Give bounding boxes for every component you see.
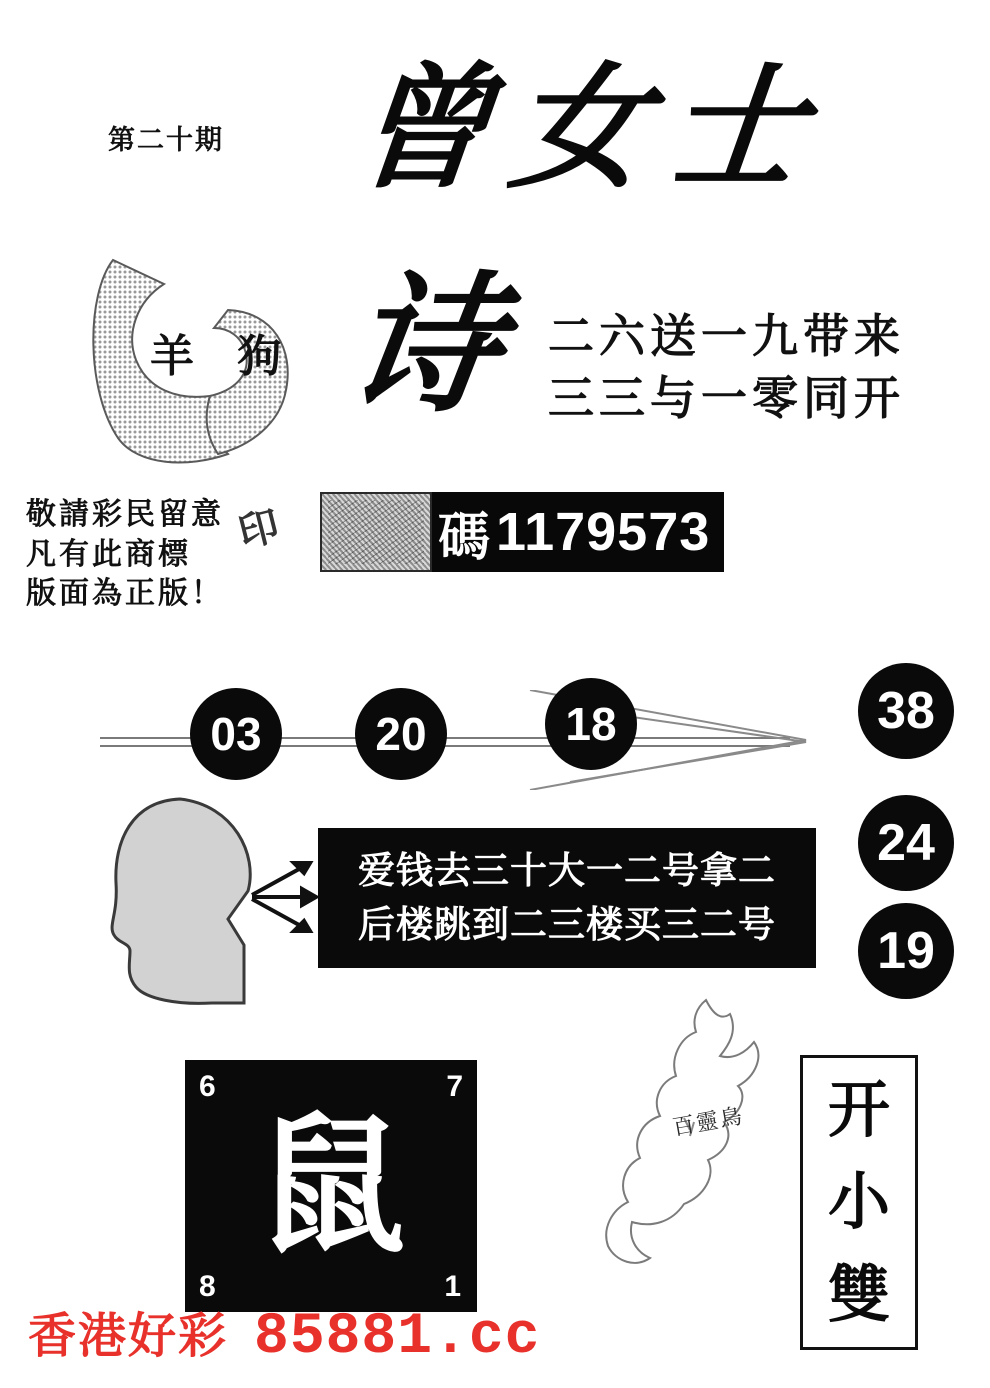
copyright-notice (26, 495, 224, 614)
zodiac-animal-box (185, 1060, 477, 1312)
notice-line-3: 版面為正版！ (26, 576, 224, 612)
footer-url[interactable]: 85881.cc (254, 1305, 541, 1370)
tip-line-2: 后楼跳到二三楼买三二号 (358, 902, 776, 946)
footer-site-name: 香港好彩 (28, 1308, 229, 1364)
hotline-banner (320, 492, 724, 572)
poem-lines (548, 305, 905, 429)
tip-line-1: 爱钱去三十大一二号拿二 (358, 848, 776, 893)
footer (28, 1297, 540, 1370)
number-ball: 03 (190, 688, 282, 780)
tip-box (318, 828, 816, 968)
number-ball: 24 (858, 795, 954, 891)
brand-title: 曾女士 (346, 48, 835, 207)
vertical-char-2: 小 (827, 1165, 890, 1239)
number-ball: 20 (355, 688, 447, 780)
corner-number-top-right: 7 (446, 1070, 463, 1103)
hotline-number: 1179573 (496, 502, 711, 562)
stamp-mark: 印 (233, 501, 284, 558)
vertical-char-3: 雙 (827, 1257, 890, 1331)
speech-arrows-graphic (248, 845, 328, 945)
number-ball: 19 (858, 903, 954, 999)
number-ball: 38 (858, 663, 954, 759)
head-silhouette-graphic (108, 795, 268, 1010)
corner-number-bottom-right: 1 (444, 1270, 461, 1303)
notice-line-1: 敬請彩民留意 (26, 497, 224, 532)
hotline-number-block (432, 492, 724, 572)
poem-line-2: 三三与一零同开 (548, 371, 905, 426)
vertical-phrase-box (800, 1055, 918, 1350)
map-label: 百靈鳥 (670, 1103, 746, 1142)
corner-number-top-left: 6 (199, 1070, 216, 1103)
vertical-char-1: 开 (827, 1073, 890, 1147)
zodiac-big-character: 鼠 (255, 1098, 406, 1274)
number-ball: 18 (545, 678, 637, 770)
issue-label: 第二十期 (108, 125, 224, 156)
corner-number-bottom-left: 8 (199, 1270, 216, 1303)
notice-line-2: 凡有此商標 (26, 536, 191, 572)
zodiac-animals-label: 羊 狗 (150, 331, 296, 382)
hotline-cn-label: 碼 (438, 506, 491, 568)
hotline-texture-block (320, 492, 432, 572)
poem-line-1: 二六送一九带来 (548, 309, 905, 363)
poem-character: 诗 (337, 257, 513, 433)
